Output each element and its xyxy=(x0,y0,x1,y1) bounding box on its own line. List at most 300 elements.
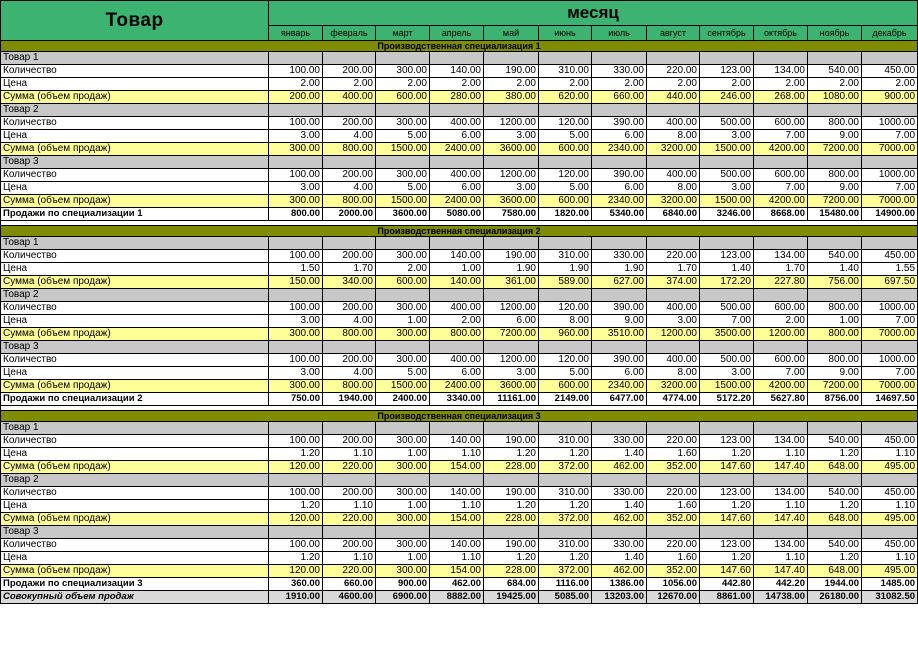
row-label[interactable]: Сумма (объем продаж) xyxy=(1,513,269,526)
value-cell[interactable]: 372.00 xyxy=(539,513,592,526)
value-cell[interactable]: 300.00 xyxy=(376,169,430,182)
value-cell[interactable]: 190.00 xyxy=(484,250,539,263)
value-cell[interactable]: 3.00 xyxy=(700,182,754,195)
value-cell[interactable]: 300.00 xyxy=(376,302,430,315)
value-cell[interactable]: 3500.00 xyxy=(700,328,754,341)
value-cell[interactable]: 400.00 xyxy=(647,169,700,182)
value-cell[interactable]: 300.00 xyxy=(376,539,430,552)
value-cell[interactable]: 8882.00 xyxy=(430,591,484,604)
value-cell[interactable]: 1200.00 xyxy=(484,354,539,367)
value-cell[interactable]: 31082.50 xyxy=(862,591,918,604)
value-cell[interactable]: 4.00 xyxy=(323,182,376,195)
row-label[interactable]: Цена xyxy=(1,552,269,565)
value-cell[interactable]: 5.00 xyxy=(376,182,430,195)
value-cell[interactable]: 150.00 xyxy=(269,276,323,289)
product-name[interactable]: Товар 1 xyxy=(1,237,269,250)
row-label[interactable]: Сумма (объем продаж) xyxy=(1,461,269,474)
value-cell[interactable]: 800.00 xyxy=(808,302,862,315)
value-cell[interactable]: 3.00 xyxy=(700,130,754,143)
value-cell[interactable]: 648.00 xyxy=(808,565,862,578)
value-cell[interactable]: 1500.00 xyxy=(700,380,754,393)
value-cell[interactable]: 7.00 xyxy=(862,315,918,328)
product-name[interactable]: Товар 2 xyxy=(1,104,269,117)
value-cell[interactable]: 1.10 xyxy=(323,500,376,513)
value-cell[interactable]: 7200.00 xyxy=(484,328,539,341)
value-cell[interactable]: 800.00 xyxy=(323,143,376,156)
value-cell[interactable]: 300.00 xyxy=(376,354,430,367)
value-cell[interactable]: 442.80 xyxy=(700,578,754,591)
value-cell[interactable]: 462.00 xyxy=(592,513,647,526)
empty-cell[interactable] xyxy=(269,237,323,250)
value-cell[interactable]: 7580.00 xyxy=(484,208,539,221)
value-cell[interactable]: 6.00 xyxy=(430,130,484,143)
value-cell[interactable]: 15480.00 xyxy=(808,208,862,221)
value-cell[interactable]: 1000.00 xyxy=(862,169,918,182)
value-cell[interactable]: 1.20 xyxy=(484,448,539,461)
value-cell[interactable]: 7200.00 xyxy=(808,143,862,156)
value-cell[interactable]: 2.00 xyxy=(808,78,862,91)
value-cell[interactable]: 6.00 xyxy=(592,182,647,195)
empty-cell[interactable] xyxy=(592,104,647,117)
value-cell[interactable]: 450.00 xyxy=(862,539,918,552)
empty-cell[interactable] xyxy=(376,104,430,117)
value-cell[interactable]: 330.00 xyxy=(592,487,647,500)
empty-cell[interactable] xyxy=(484,156,539,169)
value-cell[interactable]: 2400.00 xyxy=(430,195,484,208)
value-cell[interactable]: 400.00 xyxy=(647,302,700,315)
value-cell[interactable]: 220.00 xyxy=(647,487,700,500)
value-cell[interactable]: 4.00 xyxy=(323,367,376,380)
value-cell[interactable]: 26180.00 xyxy=(808,591,862,604)
value-cell[interactable]: 1200.00 xyxy=(484,169,539,182)
value-cell[interactable]: 6477.00 xyxy=(592,393,647,406)
value-cell[interactable]: 120.00 xyxy=(539,169,592,182)
value-cell[interactable]: 620.00 xyxy=(539,91,592,104)
value-cell[interactable]: 800.00 xyxy=(323,380,376,393)
empty-cell[interactable] xyxy=(539,474,592,487)
empty-cell[interactable] xyxy=(539,237,592,250)
value-cell[interactable]: 1.50 xyxy=(269,263,323,276)
value-cell[interactable]: 1200.00 xyxy=(484,117,539,130)
value-cell[interactable]: 660.00 xyxy=(323,578,376,591)
row-label[interactable]: Количество xyxy=(1,302,269,315)
value-cell[interactable]: 500.00 xyxy=(700,169,754,182)
value-cell[interactable]: 300.00 xyxy=(376,250,430,263)
value-cell[interactable]: 200.00 xyxy=(323,354,376,367)
value-cell[interactable]: 600.00 xyxy=(376,91,430,104)
empty-cell[interactable] xyxy=(484,104,539,117)
value-cell[interactable]: 340.00 xyxy=(323,276,376,289)
empty-cell[interactable] xyxy=(323,289,376,302)
value-cell[interactable]: 1.70 xyxy=(323,263,376,276)
value-cell[interactable]: 6840.00 xyxy=(647,208,700,221)
value-cell[interactable]: 147.40 xyxy=(754,565,808,578)
value-cell[interactable]: 140.00 xyxy=(430,487,484,500)
value-cell[interactable]: 200.00 xyxy=(323,250,376,263)
value-cell[interactable]: 1.00 xyxy=(430,263,484,276)
value-cell[interactable]: 1.10 xyxy=(754,500,808,513)
row-label[interactable]: Количество xyxy=(1,250,269,263)
value-cell[interactable]: 12670.00 xyxy=(647,591,700,604)
empty-cell[interactable] xyxy=(754,341,808,354)
value-cell[interactable]: 1200.00 xyxy=(484,302,539,315)
value-cell[interactable]: 1.90 xyxy=(592,263,647,276)
value-cell[interactable]: 13203.00 xyxy=(592,591,647,604)
value-cell[interactable]: 1910.00 xyxy=(269,591,323,604)
value-cell[interactable]: 1.10 xyxy=(862,448,918,461)
value-cell[interactable]: 352.00 xyxy=(647,461,700,474)
value-cell[interactable]: 154.00 xyxy=(430,461,484,474)
empty-cell[interactable] xyxy=(539,104,592,117)
value-cell[interactable]: 3.00 xyxy=(269,367,323,380)
value-cell[interactable]: 4774.00 xyxy=(647,393,700,406)
value-cell[interactable]: 1080.00 xyxy=(808,91,862,104)
row-label[interactable]: Количество xyxy=(1,65,269,78)
empty-cell[interactable] xyxy=(430,526,484,539)
value-cell[interactable]: 2.00 xyxy=(862,78,918,91)
value-cell[interactable]: 120.00 xyxy=(269,565,323,578)
value-cell[interactable]: 2.00 xyxy=(592,78,647,91)
value-cell[interactable]: 697.50 xyxy=(862,276,918,289)
empty-cell[interactable] xyxy=(592,237,647,250)
value-cell[interactable]: 227.80 xyxy=(754,276,808,289)
empty-cell[interactable] xyxy=(269,289,323,302)
empty-cell[interactable] xyxy=(700,237,754,250)
value-cell[interactable]: 400.00 xyxy=(323,91,376,104)
value-cell[interactable]: 200.00 xyxy=(323,117,376,130)
empty-cell[interactable] xyxy=(539,422,592,435)
empty-cell[interactable] xyxy=(592,526,647,539)
empty-cell[interactable] xyxy=(323,422,376,435)
value-cell[interactable]: 147.60 xyxy=(700,565,754,578)
value-cell[interactable]: 134.00 xyxy=(754,539,808,552)
row-label[interactable]: Сумма (объем продаж) xyxy=(1,380,269,393)
value-cell[interactable]: 5.00 xyxy=(539,367,592,380)
value-cell[interactable]: 1.20 xyxy=(539,500,592,513)
value-cell[interactable]: 123.00 xyxy=(700,65,754,78)
value-cell[interactable]: 14738.00 xyxy=(754,591,808,604)
value-cell[interactable]: 200.00 xyxy=(323,539,376,552)
value-cell[interactable]: 190.00 xyxy=(484,65,539,78)
value-cell[interactable]: 3600.00 xyxy=(484,143,539,156)
empty-cell[interactable] xyxy=(862,526,918,539)
empty-cell[interactable] xyxy=(430,104,484,117)
value-cell[interactable]: 1200.00 xyxy=(754,328,808,341)
value-cell[interactable]: 100.00 xyxy=(269,250,323,263)
value-cell[interactable]: 154.00 xyxy=(430,513,484,526)
value-cell[interactable]: 500.00 xyxy=(700,354,754,367)
empty-cell[interactable] xyxy=(376,237,430,250)
row-label[interactable]: Цена xyxy=(1,78,269,91)
value-cell[interactable]: 5085.00 xyxy=(539,591,592,604)
value-cell[interactable]: 380.00 xyxy=(484,91,539,104)
empty-cell[interactable] xyxy=(647,52,700,65)
value-cell[interactable]: 1.10 xyxy=(862,552,918,565)
value-cell[interactable]: 147.60 xyxy=(700,461,754,474)
value-cell[interactable]: 750.00 xyxy=(269,393,323,406)
value-cell[interactable]: 300.00 xyxy=(376,461,430,474)
row-label[interactable]: Цена xyxy=(1,130,269,143)
value-cell[interactable]: 1.20 xyxy=(269,448,323,461)
value-cell[interactable]: 300.00 xyxy=(376,328,430,341)
value-cell[interactable]: 2.00 xyxy=(430,78,484,91)
value-cell[interactable]: 1.20 xyxy=(808,448,862,461)
value-cell[interactable]: 2.00 xyxy=(484,78,539,91)
value-cell[interactable]: 960.00 xyxy=(539,328,592,341)
value-cell[interactable]: 300.00 xyxy=(376,65,430,78)
value-cell[interactable]: 2.00 xyxy=(539,78,592,91)
value-cell[interactable]: 280.00 xyxy=(430,91,484,104)
value-cell[interactable]: 7200.00 xyxy=(808,380,862,393)
empty-cell[interactable] xyxy=(376,341,430,354)
product-name[interactable]: Товар 2 xyxy=(1,474,269,487)
product-name[interactable]: Товар 2 xyxy=(1,289,269,302)
value-cell[interactable]: 660.00 xyxy=(592,91,647,104)
row-label[interactable]: Продажи по специализации 2 xyxy=(1,393,269,406)
value-cell[interactable]: 100.00 xyxy=(269,435,323,448)
empty-cell[interactable] xyxy=(269,526,323,539)
value-cell[interactable]: 1.55 xyxy=(862,263,918,276)
value-cell[interactable]: 330.00 xyxy=(592,250,647,263)
value-cell[interactable]: 228.00 xyxy=(484,461,539,474)
empty-cell[interactable] xyxy=(269,341,323,354)
value-cell[interactable]: 1386.00 xyxy=(592,578,647,591)
value-cell[interactable]: 648.00 xyxy=(808,461,862,474)
value-cell[interactable]: 330.00 xyxy=(592,435,647,448)
value-cell[interactable]: 220.00 xyxy=(647,250,700,263)
value-cell[interactable]: 2400.00 xyxy=(430,380,484,393)
empty-cell[interactable] xyxy=(647,104,700,117)
value-cell[interactable]: 300.00 xyxy=(269,195,323,208)
value-cell[interactable]: 200.00 xyxy=(323,65,376,78)
empty-cell[interactable] xyxy=(862,237,918,250)
empty-cell[interactable] xyxy=(484,474,539,487)
empty-cell[interactable] xyxy=(647,474,700,487)
row-label[interactable]: Сумма (объем продаж) xyxy=(1,143,269,156)
value-cell[interactable]: 1.00 xyxy=(376,448,430,461)
value-cell[interactable]: 540.00 xyxy=(808,539,862,552)
value-cell[interactable]: 3.00 xyxy=(269,315,323,328)
value-cell[interactable]: 1500.00 xyxy=(376,380,430,393)
value-cell[interactable]: 200.00 xyxy=(269,91,323,104)
value-cell[interactable]: 450.00 xyxy=(862,250,918,263)
value-cell[interactable]: 1500.00 xyxy=(376,195,430,208)
empty-cell[interactable] xyxy=(323,104,376,117)
empty-cell[interactable] xyxy=(484,289,539,302)
value-cell[interactable]: 450.00 xyxy=(862,65,918,78)
value-cell[interactable]: 8.00 xyxy=(539,315,592,328)
empty-cell[interactable] xyxy=(430,474,484,487)
value-cell[interactable]: 147.60 xyxy=(700,513,754,526)
row-label[interactable]: Количество xyxy=(1,117,269,130)
product-name[interactable]: Товар 1 xyxy=(1,52,269,65)
row-label[interactable]: Продажи по специализации 1 xyxy=(1,208,269,221)
empty-cell[interactable] xyxy=(484,526,539,539)
value-cell[interactable]: 352.00 xyxy=(647,565,700,578)
empty-cell[interactable] xyxy=(376,52,430,65)
empty-cell[interactable] xyxy=(647,341,700,354)
empty-cell[interactable] xyxy=(484,422,539,435)
value-cell[interactable]: 2400.00 xyxy=(376,393,430,406)
value-cell[interactable]: 361.00 xyxy=(484,276,539,289)
value-cell[interactable]: 140.00 xyxy=(430,539,484,552)
product-name[interactable]: Товар 3 xyxy=(1,526,269,539)
value-cell[interactable]: 100.00 xyxy=(269,539,323,552)
value-cell[interactable]: 1000.00 xyxy=(862,302,918,315)
value-cell[interactable]: 600.00 xyxy=(539,143,592,156)
value-cell[interactable]: 450.00 xyxy=(862,487,918,500)
empty-cell[interactable] xyxy=(592,422,647,435)
row-label[interactable]: Количество xyxy=(1,169,269,182)
value-cell[interactable]: 7.00 xyxy=(862,367,918,380)
value-cell[interactable]: 800.00 xyxy=(323,195,376,208)
value-cell[interactable]: 360.00 xyxy=(269,578,323,591)
row-label[interactable]: Количество xyxy=(1,539,269,552)
value-cell[interactable]: 190.00 xyxy=(484,487,539,500)
value-cell[interactable]: 7000.00 xyxy=(862,143,918,156)
value-cell[interactable]: 3.00 xyxy=(647,315,700,328)
value-cell[interactable]: 800.00 xyxy=(323,328,376,341)
value-cell[interactable]: 900.00 xyxy=(376,578,430,591)
value-cell[interactable]: 1.90 xyxy=(484,263,539,276)
row-label[interactable]: Цена xyxy=(1,315,269,328)
value-cell[interactable]: 1500.00 xyxy=(700,143,754,156)
value-cell[interactable]: 300.00 xyxy=(376,117,430,130)
value-cell[interactable]: 1.20 xyxy=(484,500,539,513)
value-cell[interactable]: 1.70 xyxy=(754,263,808,276)
value-cell[interactable]: 1.20 xyxy=(700,448,754,461)
value-cell[interactable]: 372.00 xyxy=(539,461,592,474)
value-cell[interactable]: 2340.00 xyxy=(592,195,647,208)
value-cell[interactable]: 3600.00 xyxy=(484,195,539,208)
value-cell[interactable]: 1.40 xyxy=(808,263,862,276)
value-cell[interactable]: 5172.20 xyxy=(700,393,754,406)
value-cell[interactable]: 220.00 xyxy=(647,435,700,448)
value-cell[interactable]: 6.00 xyxy=(592,367,647,380)
value-cell[interactable]: 1.70 xyxy=(647,263,700,276)
value-cell[interactable]: 5.00 xyxy=(539,182,592,195)
value-cell[interactable]: 1.20 xyxy=(808,500,862,513)
empty-cell[interactable] xyxy=(862,289,918,302)
value-cell[interactable]: 1.00 xyxy=(376,552,430,565)
value-cell[interactable]: 7000.00 xyxy=(862,380,918,393)
value-cell[interactable]: 200.00 xyxy=(323,487,376,500)
value-cell[interactable]: 123.00 xyxy=(700,250,754,263)
value-cell[interactable]: 310.00 xyxy=(539,539,592,552)
value-cell[interactable]: 2340.00 xyxy=(592,143,647,156)
row-label[interactable]: Цена xyxy=(1,263,269,276)
empty-cell[interactable] xyxy=(754,237,808,250)
value-cell[interactable]: 300.00 xyxy=(269,328,323,341)
value-cell[interactable]: 3200.00 xyxy=(647,143,700,156)
empty-cell[interactable] xyxy=(430,289,484,302)
value-cell[interactable]: 800.00 xyxy=(808,328,862,341)
empty-cell[interactable] xyxy=(376,526,430,539)
value-cell[interactable]: 2.00 xyxy=(376,263,430,276)
empty-cell[interactable] xyxy=(754,52,808,65)
value-cell[interactable]: 400.00 xyxy=(430,354,484,367)
value-cell[interactable]: 4200.00 xyxy=(754,195,808,208)
value-cell[interactable]: 120.00 xyxy=(539,117,592,130)
value-cell[interactable]: 1.20 xyxy=(539,552,592,565)
empty-cell[interactable] xyxy=(592,341,647,354)
value-cell[interactable]: 600.00 xyxy=(754,302,808,315)
value-cell[interactable]: 1.20 xyxy=(269,552,323,565)
value-cell[interactable]: 3246.00 xyxy=(700,208,754,221)
value-cell[interactable]: 600.00 xyxy=(539,195,592,208)
value-cell[interactable]: 4.00 xyxy=(323,130,376,143)
value-cell[interactable]: 120.00 xyxy=(539,354,592,367)
value-cell[interactable]: 2.00 xyxy=(269,78,323,91)
value-cell[interactable]: 2400.00 xyxy=(430,143,484,156)
row-label[interactable]: Сумма (объем продаж) xyxy=(1,328,269,341)
value-cell[interactable]: 5.00 xyxy=(539,130,592,143)
empty-cell[interactable] xyxy=(700,341,754,354)
value-cell[interactable]: 600.00 xyxy=(539,380,592,393)
value-cell[interactable]: 310.00 xyxy=(539,65,592,78)
value-cell[interactable]: 4600.00 xyxy=(323,591,376,604)
empty-cell[interactable] xyxy=(323,156,376,169)
value-cell[interactable]: 7.00 xyxy=(862,182,918,195)
value-cell[interactable]: 2.00 xyxy=(430,315,484,328)
empty-cell[interactable] xyxy=(862,52,918,65)
value-cell[interactable]: 3200.00 xyxy=(647,195,700,208)
empty-cell[interactable] xyxy=(269,422,323,435)
value-cell[interactable]: 800.00 xyxy=(269,208,323,221)
value-cell[interactable]: 100.00 xyxy=(269,354,323,367)
value-cell[interactable]: 4.00 xyxy=(323,315,376,328)
value-cell[interactable]: 220.00 xyxy=(323,461,376,474)
value-cell[interactable]: 1.90 xyxy=(539,263,592,276)
value-cell[interactable]: 1.10 xyxy=(430,552,484,565)
value-cell[interactable]: 5627.80 xyxy=(754,393,808,406)
value-cell[interactable]: 7000.00 xyxy=(862,195,918,208)
value-cell[interactable]: 3600.00 xyxy=(376,208,430,221)
empty-cell[interactable] xyxy=(376,474,430,487)
empty-cell[interactable] xyxy=(647,237,700,250)
value-cell[interactable]: 268.00 xyxy=(754,91,808,104)
value-cell[interactable]: 352.00 xyxy=(647,513,700,526)
empty-cell[interactable] xyxy=(862,104,918,117)
empty-cell[interactable] xyxy=(754,156,808,169)
product-name[interactable]: Товар 3 xyxy=(1,341,269,354)
value-cell[interactable]: 5.00 xyxy=(376,130,430,143)
value-cell[interactable]: 300.00 xyxy=(376,435,430,448)
value-cell[interactable]: 228.00 xyxy=(484,565,539,578)
empty-cell[interactable] xyxy=(700,526,754,539)
empty-cell[interactable] xyxy=(700,474,754,487)
value-cell[interactable]: 450.00 xyxy=(862,435,918,448)
value-cell[interactable]: 246.00 xyxy=(700,91,754,104)
value-cell[interactable]: 7.00 xyxy=(754,130,808,143)
value-cell[interactable]: 8.00 xyxy=(647,182,700,195)
value-cell[interactable]: 1.10 xyxy=(430,448,484,461)
value-cell[interactable]: 100.00 xyxy=(269,169,323,182)
value-cell[interactable]: 7000.00 xyxy=(862,328,918,341)
value-cell[interactable]: 1.40 xyxy=(592,448,647,461)
value-cell[interactable]: 6.00 xyxy=(484,315,539,328)
value-cell[interactable]: 200.00 xyxy=(323,435,376,448)
value-cell[interactable]: 3510.00 xyxy=(592,328,647,341)
value-cell[interactable]: 1.00 xyxy=(376,315,430,328)
value-cell[interactable]: 220.00 xyxy=(647,539,700,552)
empty-cell[interactable] xyxy=(862,474,918,487)
value-cell[interactable]: 4200.00 xyxy=(754,143,808,156)
value-cell[interactable]: 140.00 xyxy=(430,435,484,448)
value-cell[interactable]: 1.20 xyxy=(700,552,754,565)
value-cell[interactable]: 7.00 xyxy=(754,182,808,195)
value-cell[interactable]: 123.00 xyxy=(700,487,754,500)
